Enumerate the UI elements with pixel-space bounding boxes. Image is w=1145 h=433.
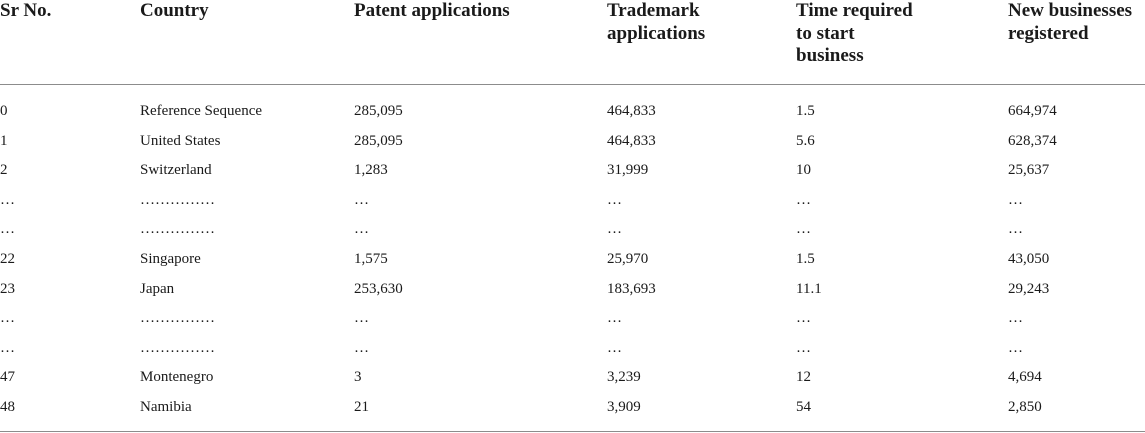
cell-sr-no: … (0, 191, 15, 208)
cell-sr-no: … (0, 221, 15, 238)
cell-time: 5.6 (796, 132, 815, 149)
table-row (0, 275, 1145, 305)
cell-country: United States (140, 132, 221, 149)
cell-trademark: 25,970 (607, 250, 649, 267)
cell-sr-no: 47 (0, 369, 15, 386)
cell-country: Montenegro (140, 369, 214, 386)
cell-time: 11.1 (796, 280, 822, 297)
table-header (0, 0, 1145, 85)
cell-new-businesses: 25,637 (1008, 162, 1050, 179)
cell-time: 1.5 (796, 250, 815, 267)
cell-new-businesses: … (1008, 191, 1023, 208)
cell-time: 12 (796, 369, 811, 386)
cell-patent: 1,575 (354, 250, 388, 267)
cell-trademark: … (607, 191, 622, 208)
table-row-ellipsis (0, 304, 1145, 334)
table-row (0, 393, 1145, 423)
table-row-ellipsis (0, 186, 1145, 216)
cell-new-businesses: 29,243 (1008, 280, 1050, 297)
cell-trademark: 31,999 (607, 162, 649, 179)
header-line: applications (607, 22, 706, 44)
cell-patent: 253,630 (354, 280, 403, 297)
cell-country: …………… (140, 339, 215, 356)
cell-country: Singapore (140, 250, 201, 267)
cell-patent: 285,095 (354, 103, 403, 119)
cell-time: … (796, 191, 811, 208)
cell-sr-no: 1 (0, 132, 8, 149)
cell-patent: 21 (354, 398, 369, 415)
table-row (0, 97, 1145, 127)
table-row (0, 127, 1145, 157)
cell-time: … (796, 339, 811, 356)
header-line: Country (140, 0, 209, 21)
header-sr-no (0, 0, 51, 23)
cell-new-businesses: … (1008, 310, 1023, 327)
header-line: Sr No. (0, 0, 52, 21)
cell-trademark: 464,833 (607, 132, 656, 149)
table-row (0, 363, 1145, 393)
cell-sr-no: 0 (0, 103, 8, 119)
cell-time: … (796, 221, 811, 238)
cell-sr-no: 48 (0, 398, 15, 415)
cell-time: 1.5 (796, 103, 815, 119)
cell-sr-no: 22 (0, 250, 15, 267)
cell-new-businesses: 628,374 (1008, 132, 1057, 149)
table-row-ellipsis (0, 215, 1145, 245)
table-body (0, 85, 1145, 423)
cell-new-businesses: … (1008, 339, 1023, 356)
cell-new-businesses: 664,974 (1008, 103, 1057, 119)
cell-patent: 3 (354, 369, 362, 386)
header-country (140, 0, 209, 23)
cell-patent: … (354, 310, 369, 327)
cell-trademark: 3,909 (607, 398, 641, 415)
cell-trademark: … (607, 221, 622, 238)
table-row (0, 156, 1145, 186)
header-line: Time required (796, 0, 913, 21)
header-line: registered (1008, 22, 1089, 44)
cell-sr-no: 2 (0, 162, 8, 179)
cell-new-businesses: 4,694 (1008, 369, 1042, 386)
cell-new-businesses: … (1008, 221, 1023, 238)
cell-country: Japan (140, 280, 175, 297)
cell-trademark: … (607, 310, 622, 327)
cell-new-businesses: 2,850 (1008, 398, 1042, 415)
cell-patent: … (354, 191, 369, 208)
cell-sr-no: … (0, 310, 15, 327)
cell-patent: 1,283 (354, 162, 388, 179)
cell-new-businesses: 43,050 (1008, 250, 1050, 267)
cell-country: Reference Sequence (140, 103, 263, 119)
header-line: Patent applications (354, 0, 510, 21)
header-time-to-start-business (796, 0, 913, 68)
cell-patent: … (354, 339, 369, 356)
cell-time: … (796, 310, 811, 327)
header-line: business (796, 45, 864, 66)
cell-country: Switzerland (140, 162, 212, 179)
header-line: to start (796, 22, 855, 44)
cell-country: …………… (140, 221, 215, 238)
cell-patent: … (354, 221, 369, 238)
table-bottom-rule (0, 431, 1145, 432)
cell-country: Namibia (140, 398, 192, 415)
header-trademark-applications (607, 0, 705, 45)
cell-sr-no: … (0, 339, 15, 356)
cell-country: …………… (140, 191, 215, 208)
header-line: New businesses (1008, 0, 1133, 21)
header-patent-applications (354, 0, 510, 23)
cell-sr-no: 23 (0, 280, 15, 297)
cell-country: …………… (140, 310, 215, 327)
table-row (0, 245, 1145, 275)
cell-trademark: 183,693 (607, 280, 656, 297)
table-row-ellipsis (0, 334, 1145, 364)
cell-time: 10 (796, 162, 811, 179)
cell-time: 54 (796, 398, 811, 415)
cell-trademark: … (607, 339, 622, 356)
header-new-businesses-registered (1008, 0, 1132, 45)
cell-trademark: 464,833 (607, 103, 656, 119)
cell-patent: 285,095 (354, 132, 403, 149)
cell-trademark: 3,239 (607, 369, 641, 386)
header-line: Trademark (607, 0, 700, 21)
